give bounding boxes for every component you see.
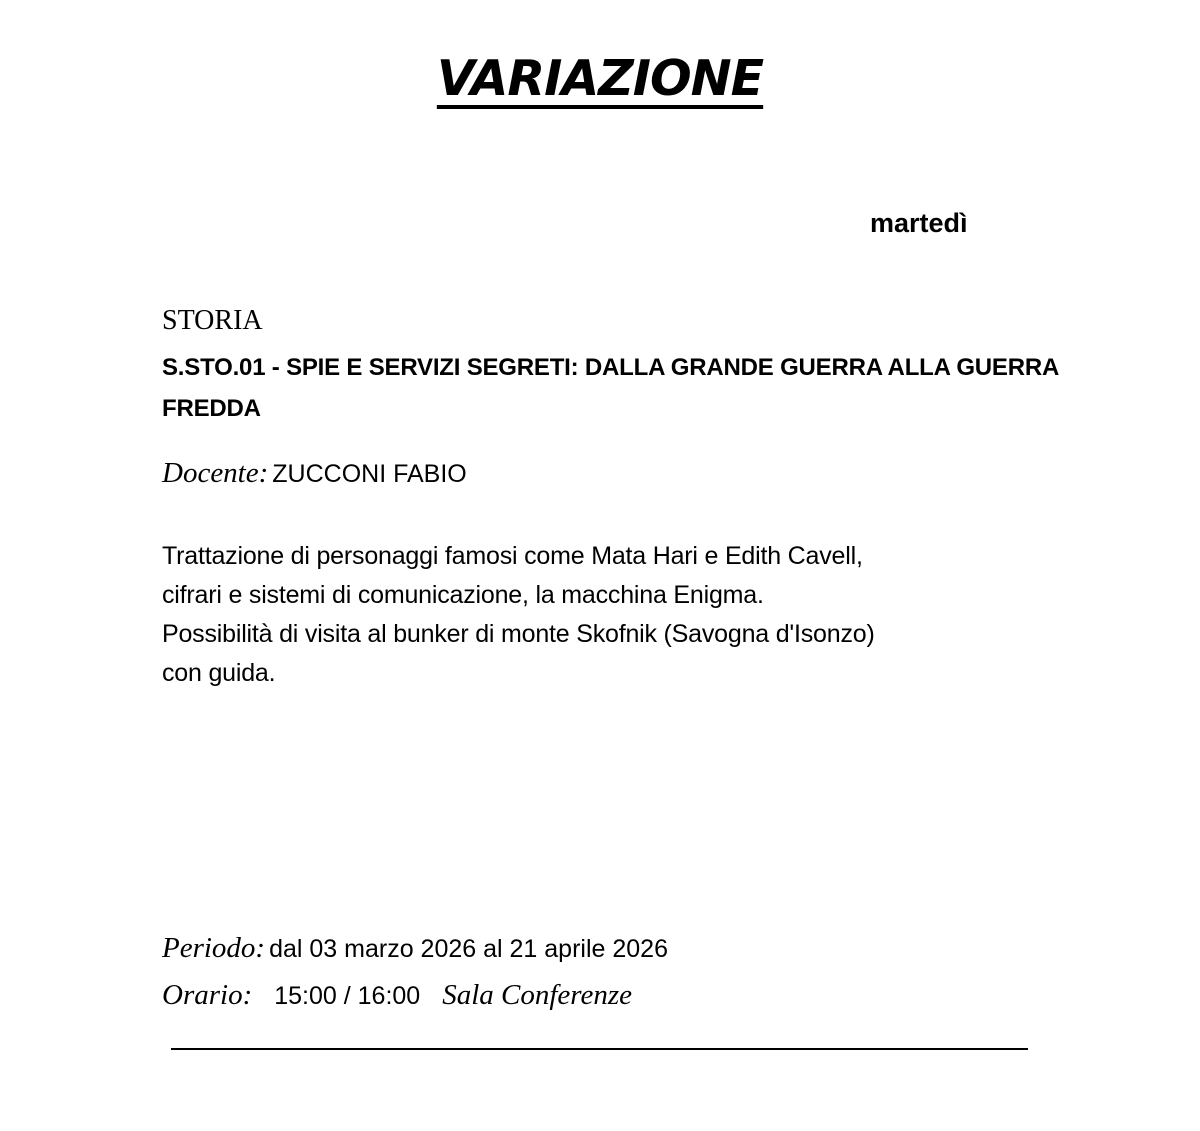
teacher-name: ZUCCONI FABIO xyxy=(272,460,467,488)
teacher-label: Docente: xyxy=(162,457,269,489)
bottom-divider xyxy=(171,1048,1028,1050)
page-title xyxy=(0,44,1200,114)
period-value: dal 03 marzo 2026 al 21 aprile 2026 xyxy=(269,935,668,963)
period-row xyxy=(162,928,668,973)
description-line: con guida. xyxy=(162,659,276,687)
room-name: Sala Conferenze xyxy=(442,979,633,1011)
description-line: Trattazione di personaggi famosi come Mata Hari e Edith Cavell, xyxy=(162,542,863,570)
schedule-time: 15:00 / 16:00 xyxy=(274,982,421,1010)
teacher-row xyxy=(162,453,467,498)
course-title: S.STO.01 - SPIE E SERVIZI SEGRETI: DALLA GRANDE GUERRA ALLA GUERRA FREDDA xyxy=(162,354,1059,422)
weekday-label: martedì xyxy=(870,208,968,238)
description-line: Possibilità di visita al bunker di monte Skofnik (Savogna d'Isonzo) xyxy=(162,620,875,648)
description-line: cifrari e sistemi di comunicazione, la macchina Enigma. xyxy=(162,581,764,609)
course-description xyxy=(162,537,1042,693)
period-label: Periodo: xyxy=(162,932,266,964)
schedule-row xyxy=(162,975,632,1020)
page-title-text: VARIAZIONE xyxy=(436,50,764,107)
schedule-label: Orario: xyxy=(162,979,253,1011)
subject-heading: STORIA xyxy=(162,305,263,336)
